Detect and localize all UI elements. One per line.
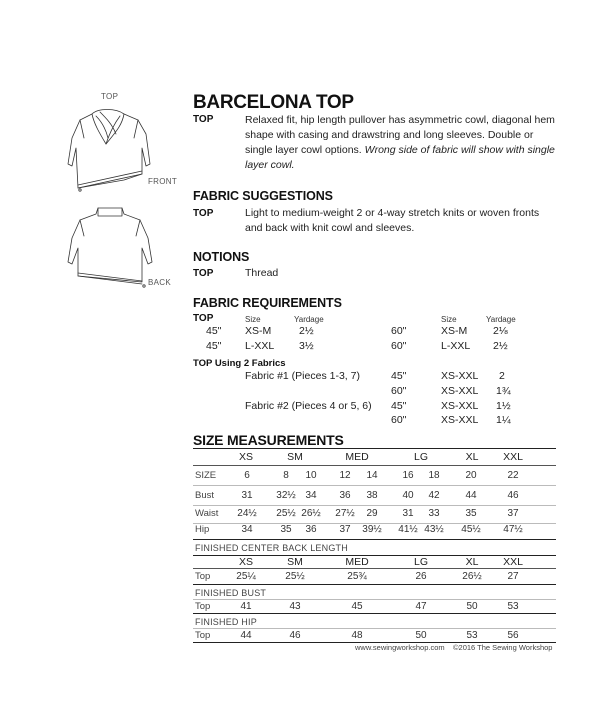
measurement-cell: 18 [428,470,440,481]
measurement-cell: 10 [305,470,317,481]
measurement-cell: 36 [305,524,317,535]
measurement-row-label: Bust [195,490,215,501]
finished-cbl-cell: 25¼ [236,571,256,582]
finished-bust-row-label: Top [195,601,211,612]
size-measurements-heading: SIZE MEASUREMENTS [193,432,344,448]
finished-hip-cell: 44 [240,630,252,641]
finished-cbl-cell: 25½ [285,571,305,582]
fr-right-yardage-1: 2⅛ [493,325,508,337]
table-top-rule [193,448,556,449]
size-column-header: LG [413,556,428,568]
fr-left-size-2: L-XXL [245,340,275,352]
measurement-cell: 26½ [301,508,321,519]
fr-left-width-2: 45" [206,340,222,352]
two-size-4: XS-XXL [441,414,479,426]
measurement-cell: 20 [465,470,477,481]
front-sketch [62,104,158,194]
measurement-cell: 31 [241,490,253,501]
notions-heading: NOTIONS [193,250,250,264]
measurement-cell: 34 [241,524,253,535]
table-rule [193,485,556,486]
finished-cbl-label: FINISHED CENTER BACK LENGTH [195,543,348,553]
two-yardage-1: 2 [499,370,505,382]
size-column-header: XS [238,451,253,463]
two-fabrics-label: TOP Using 2 Fabrics [193,358,286,369]
fr-right-width-2: 60" [391,340,407,352]
size-column-header: SM [287,451,303,463]
table-rule [193,613,556,614]
two-size-1: XS-XXL [441,370,479,382]
measurement-cell: 35 [465,508,477,519]
finished-hip-row-label: Top [195,630,211,641]
table-rule [193,628,556,629]
finished-hip-label: FINISHED HIP [195,617,257,627]
finished-hip-cell: 46 [289,630,301,641]
finished-bust-label: FINISHED BUST [195,588,267,598]
table-rule [193,584,556,585]
measurement-cell: 40 [402,490,414,501]
measurement-cell: 45½ [461,524,481,535]
description-label: TOP [193,114,214,125]
fr-left-width-1: 45" [206,325,222,337]
description-text [245,113,555,173]
finished-cbl-cell: 26½ [462,571,482,582]
fabric-requirements-label: TOP [193,313,214,324]
size-column-header: XL [465,451,479,463]
measurement-row-label: Hip [195,524,210,535]
finished-bust-cell: 43 [289,601,301,612]
finished-hip-cell: 48 [351,630,363,641]
two-width-1: 45" [391,370,407,382]
finished-bust-cell: 47 [415,601,427,612]
size-column-header: XXL [503,556,523,568]
measurement-cell: 37 [507,508,519,519]
measurement-row-label: SIZE [195,470,217,481]
measurement-cell: 22 [507,470,519,481]
fabric-suggestions-text: Light to medium-weight 2 or 4-way stretch knits or woven fronts and back with knit cowl and sleeves. [245,207,540,234]
fabric-requirements-heading: FABRIC REQUIREMENTS [193,296,342,310]
measurement-cell: 38 [366,490,378,501]
measurement-cell: 42 [428,490,440,501]
fr-right-size-1: XS-M [441,325,468,337]
table-rule [193,465,556,466]
table-rule [193,599,556,600]
size-column-header: XS [238,556,253,568]
size-column-header: XXL [503,451,523,463]
two-width-2: 60" [391,385,407,397]
measurement-cell: 41½ [398,524,418,535]
size-header-right: Size [441,315,457,324]
size-column-header: MED [345,451,369,463]
measurement-cell: 44 [465,490,477,501]
measurement-cell: 25½ [276,508,296,519]
measurement-row-label: Waist [195,508,219,519]
size-column-header: XL [465,556,479,568]
back-sketch [62,204,158,294]
measurement-cell: 31 [402,508,414,519]
fr-right-yardage-2: 2½ [493,340,508,352]
finished-hip-cell: 56 [507,630,519,641]
measurement-cell: 36 [339,490,351,501]
measurement-cell: 14 [366,470,378,481]
table-rule [193,568,556,569]
table-rule [193,505,556,506]
finished-bust-cell: 53 [507,601,519,612]
measurement-cell: 47½ [503,524,523,535]
measurement-cell: 46 [507,490,519,501]
measurement-cell: 35 [280,524,292,535]
size-column-header: LG [413,451,428,463]
yardage-header-right: Yardage [486,315,516,324]
two-size-3: XS-XXL [441,400,479,412]
fabric-2-label: Fabric #2 (Pieces 4 or 5, 6) [245,400,372,412]
two-yardage-2: 1¾ [496,385,511,397]
measurement-cell: 37 [339,524,351,535]
footer-website: www.sewingworkshop.com [355,643,445,652]
size-column-header: SM [287,556,303,568]
fr-right-width-1: 60" [391,325,407,337]
sketch-back-label: BACK [148,278,171,287]
pattern-title: BARCELONA TOP [193,92,354,113]
measurement-cell: 16 [402,470,414,481]
two-yardage-3: 1½ [496,400,511,412]
fr-left-yardage-1: 2½ [299,325,314,337]
finished-bust-cell: 45 [351,601,363,612]
description-body: Relaxed fit, hip length pullover has asymmetric cowl, diagonal hem shape with casing and drawstring and long sleeves. Double or single layer cowl options. [245,114,555,156]
fr-left-size-1: XS-M [245,325,272,337]
two-size-2: XS-XXL [441,385,479,397]
measurement-cell: 24½ [237,508,257,519]
measurement-cell: 34 [305,490,317,501]
measurement-cell: 33 [428,508,440,519]
finished-cbl-cell: 26 [415,571,427,582]
fabric-suggestions-heading: FABRIC SUGGESTIONS [193,189,333,203]
fr-right-size-2: L-XXL [441,340,471,352]
two-yardage-4: 1¼ [496,414,511,426]
size-header-left: Size [245,315,261,324]
table-rule [193,539,556,540]
measurement-cell: 29 [366,508,378,519]
two-width-4: 60" [391,414,407,426]
fabric-1-label: Fabric #1 (Pieces 1-3, 7) [245,370,360,382]
measurement-cell: 27½ [335,508,355,519]
finished-hip-cell: 53 [466,630,478,641]
finished-hip-cell: 50 [415,630,427,641]
size-column-header: MED [345,556,369,568]
finished-bust-cell: 50 [466,601,478,612]
finished-cbl-cell: 25¾ [347,571,367,582]
measurement-cell: 43½ [424,524,444,535]
footer-copyright: ©2016 The Sewing Workshop [453,643,553,652]
two-width-3: 45" [391,400,407,412]
description-note: Wrong side of fabric will show with single layer cowl. [245,144,555,171]
finished-cbl-cell: 27 [507,571,519,582]
measurement-cell: 8 [283,470,289,481]
notions-text: Thread [245,267,279,279]
sketch-top-label: TOP [101,92,119,101]
measurement-cell: 32½ [276,490,296,501]
fabric-suggestions-label: TOP [193,208,214,219]
finished-cbl-row-label: Top [195,571,211,582]
notions-label: TOP [193,268,214,279]
measurement-cell: 12 [339,470,351,481]
measurement-cell: 6 [244,470,250,481]
yardage-header-left: Yardage [294,315,324,324]
finished-bust-cell: 41 [240,601,252,612]
fr-left-yardage-2: 3½ [299,340,314,352]
measurement-cell: 39½ [362,524,382,535]
sketch-front-label: FRONT [148,177,178,186]
